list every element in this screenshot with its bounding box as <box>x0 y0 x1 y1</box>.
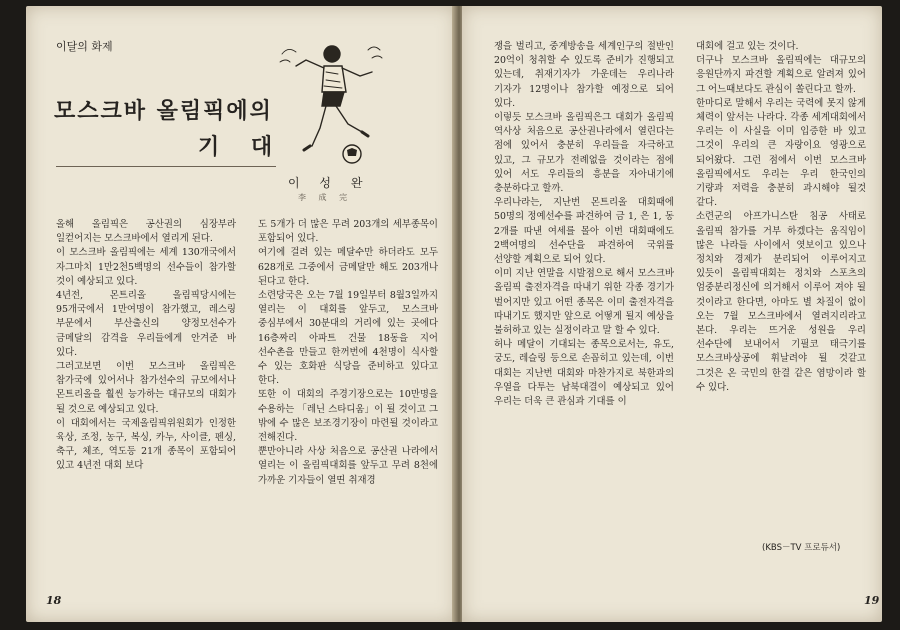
page-number-left: 18 <box>46 594 62 607</box>
soccer-player-illustration <box>276 36 386 171</box>
author-credit: (KBS－TV 프로듀서) <box>762 543 841 553</box>
right-column-2: 대회에 걸고 있는 것이다. 더구나 모스크바 올림픽에는 대규모의 응원단까지 파견할 계획으로 알려져 있어 그 어느때보다도 관심이 쏠린다고 할까. 한마디로 말해서 우리는 국력에 못지 않게 체력이 앞서는 나라다. 각종 세계대회에서 우리는 이 사실을 이미 입증한 바 있고 그것이 우리의 큰 자랑이요 영광으로 되어왔다. 그런 점에서 이번 모스크바 올림픽에서도 우리는 우리 한국인의 기량과 저력을 충분히 과시해야 될것 같다. 소련군의 아프가니스탄 침공 사태로 올림픽 참가를 거부 하겠다는 움직임이 많은 나라들 사이에서 엿보이고 있으나 정치와 경제가 분리되어 이루어지고 있듯이 올림픽대회는 정치와 스포츠의 엄중분리정신에 의거해서 이루어 져야 될 것이라고 한다면, 아마도 별 차질이 없이 오는 7월 모스크바에서 열려지리라고 본다. 우리는 뜨거운 성원을 우리 선수단에 보내어서 기필코 태극기를 모스크바상공에 휘날려야 될 것같고 그것은 온 국민의 한결 같은 염망이라 할 수 있다. <box>696 41 866 393</box>
title-rule <box>56 166 276 167</box>
author-name-hanja: 李 成 完 <box>298 193 353 202</box>
left-column-1: 올해 올림픽은 공산권의 심장부라 일컫어지는 모스크바에서 열리게 된다. 이 모스크바 올림픽에는 세계 130개국에서 자그마치 1만2천5백명의 선수들이 참가할 것이 예상되고 있다. 4년전, 몬트리올 올림픽당시에는 95개국에서 1만여명이 참가했고, 레스링 부문에서 부산출신의 양정모선수가 금메달의 감격을 우리들에게 안겨준 바 있다. 그러고보면 이번 모스크바 올림픽은 참가국에 있어서나 참가선수의 규모에서나 몬트리올을 훨씬 능가하는 대규모의 대회가 될 것으로 예상되고 있다. 이 대회에서는 국제올림픽위원회가 인정한 육상, 조정, 농구, 복싱, 카누, 사이클, 펜싱, 축구, 체조, 역도등 21개 종목이 포함되어 있고 4년전 대회 보다 <box>56 219 236 472</box>
right-page <box>462 6 882 622</box>
article-title-line1: 모스크바 올림픽에의 <box>54 99 273 124</box>
left-page <box>26 6 456 622</box>
section-kicker: 이달의 화제 <box>56 40 113 53</box>
page-number-right: 19 <box>864 594 880 607</box>
author-name: 이 성 완 <box>288 176 371 190</box>
left-column-2: 도 5개가 더 많은 무려 203개의 세부종목이 포함되어 있다. 여기에 걸려 있는 메달수만 하더라도 모두 628개로 그중에서 금메달만 해도 203개나 된다고 한다. 소련당국은 오는 7월 19일부터 8월3일까지 열리는 이 대회를 앞두고, 모스크바 중심부에서 30분대의 거리에 있는 곳에다 16층짜리 아파트 건물 18동을 지어 선수촌을 만들고 한꺼번에 4천명이 식사할 수 있는 호화판 식당을 준비하고 있다고 한다. 또한 이 대회의 주경기장으로는 10만명을 수용하는 「레닌 스타디움」이 될 것이고 그 밖에 수 많은 보조경기장이 마련될 것이라고 전해진다. 뿐만아니라 사상 처음으로 공산권 나라에서 열리는 이 올림픽대회를 앞두고 무려 8천에 가까운 기자들이 열띤 취재경 <box>258 219 438 486</box>
article-title-line2: 기 대 <box>198 135 285 160</box>
right-column-1: 쟁을 벌리고, 중계방송을 세계인구의 절반인 20억이 청취할 수 있도록 준비가 진행되고 있는데, 취재기자가 가운데는 우리나라 기자가 12명이나 참가할 예정으로 되어 있다. 이렇듯 모스크바 올림픽은그 대회가 올림픽 역사상 처음으로 공산권나라에서 열린다는 점에 있어서 충분히 우리들을 자극하고 있고, 그 규모가 전례없을 것이라는 점에 있어 서도 우리들의 흥분을 자아내기에 충분하다고 할까. 우리나라는, 지난번 몬트리올 대회때에 50명의 정예선수를 파견하여 금 1, 은 1, 동 2개를 따낸 여세를 몰아 이번 대회때에도 2백여명의 선수단을 파견하여 국위를 선양할 계획으로 되어 있다. 이미 지난 연말을 시발점으로 해서 모스크바 올림픽 출전자격을 따내기 위한 각종 경기가 벌어지만 있고 어떤 종목은 이미 출전자격을 따내기도 했지만 앞으로 어떻게 될지 예상을 불허하고 있는 실정이라고 말 할 수 있다. 허나 메달이 기대되는 종목으로서는, 유도, 궁도, 레슬링 등으로 손꼽히고 있는데, 이번 대회는 지난번 대회와 마찬가지로 북한과의 우열을 다투는 남북대결이 예상되고 있어 우리는 더욱 큰 관심과 기대를 이 <box>494 41 674 408</box>
